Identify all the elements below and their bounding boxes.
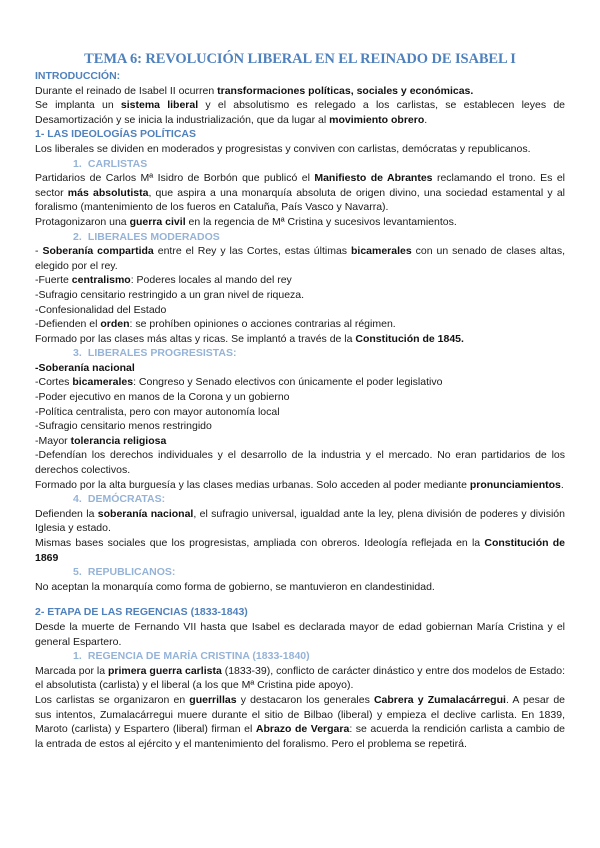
moderados-line-3: -Sufragio censitario restringido a un gran nivel de riqueza. [35,288,305,301]
moderados-line-5: -Defienden el orden: se prohíben opiniones o acciones contrarias al régimen. [35,318,396,331]
progresistas-line-5: -Sufragio censitario menos restringido [35,420,212,433]
carlistas-heading: 1. CARLISTAS [73,157,148,170]
progresistas-line-2: -Cortes bicamerales: Congreso y Senado electivos con únicamente el poder legislativo [35,376,443,389]
moderados-line-6: Formado por las clases más altas y ricas. Se implantó a través de la Constitución de 1845. [35,332,464,345]
regencia-heading: 1. REGENCIA DE MARÍA CRISTINA (1833-1840) [73,650,310,663]
section-2-intro: Desde la muerte de Fernando VII hasta que Isabel es declarada mayor de edad gobiernan María Cristina y el general Espartero. [35,620,565,648]
progresistas-line-4: -Política centralista, pero con mayor autonomía local [35,405,280,418]
section-spacer [35,594,565,605]
democratas-paragraph-1: Defienden la soberanía nacional, el sufragio universal, igualdad ante la ley, plena división de poderes y división Iglesia y estado. [35,507,565,535]
moderados-line-2: -Fuerte centralismo: Poderes locales al mando del rey [35,274,292,287]
section-2-heading: 2- ETAPA DE LAS REGENCIAS (1833-1843) [35,606,248,619]
republicanos-heading: 5. REPUBLICANOS: [73,566,176,579]
moderados-line-4: -Confesionalidad del Estado [35,303,167,316]
intro-heading: INTRODUCCIÓN: [35,70,121,82]
intro-paragraph-1: Durante el reinado de Isabel II ocurren transformaciones políticas, sociales y económicas. [35,84,474,97]
progresistas-line-6: -Mayor tolerancia religiosa [35,434,167,447]
intro-paragraph-2: Se implanta un sistema liberal y el absolutismo es relegado a los carlistas, se establecen leyes de Desamortización y se inicia la industrialización, que da lugar al movimiento obrero. [35,99,565,126]
progresistas-line-3: -Poder ejecutivo en manos de la Corona y un gobierno [35,391,290,404]
moderados-heading: 2. LIBERALES MODERADOS [73,230,220,243]
section-1-heading: 1- LAS IDEOLOGÍAS POLÍTICAS [35,128,197,141]
carlistas-paragraph-1: Partidarios de Carlos Mª Isidro de Borbón que publicó el Manifiesto de Abrantes reclamando el trono. Es el sector más absolutista, que aspira a una monarquía absoluta de origen divino, una sociedad estamental y al foralismo (mantenimiento de los fueros en Cataluña, País Vasco y Navarra). [35,172,565,214]
progresistas-heading: 3. LIBERALES PROGRESISTAS: [73,347,237,360]
democratas-heading: 4. DEMÓCRATAS: [73,493,166,506]
progresistas-line-8: Formado por la alta burguesía y las clases medias urbanas. Solo acceden al poder mediante pronunciamientos. [35,478,564,491]
regencia-paragraph-2: Los carlistas se organizaron en guerrillas y destacaron los generales Cabrera y Zumalacárregui. A pesar de sus intentos, Zumalacárregui muere durante el sitio de Bilbao (liberal) y empieza el declive carlista. En 1839, Maroto (carlista) y Espartero (liberal) firman el Abrazo de Vergara: se acuerda la rendición carlista a cambio de la entrada de estos al ejército y el mantenimiento del foralismo. Pero el problema se repetirá. [35,693,566,750]
regencia-paragraph-1: Marcada por la primera guerra carlista (1833-39), conflicto de carácter dinástico y entre dos modelos de Estado: el absolutista (carlista) y el liberal (a los que Mª Cristina pide apoyo). [35,664,565,692]
progresistas-line-1: -Soberanía nacional [35,361,135,374]
document-page [35,50,565,751]
moderados-line-1: - Soberanía compartida entre el Rey y las Cortes, estas últimas bicamerales con un senado de clases altas, elegido por el rey. [35,245,565,272]
democratas-paragraph-2: Mismas bases sociales que los progresistas, ampliada con obreros. Ideología reflejada en la Constitución de 1869 [35,537,565,564]
section-1-intro: Los liberales se dividen en moderados y progresistas y conviven con carlistas, demócratas y republicanos. [35,142,531,155]
carlistas-paragraph-2: Protagonizaron una guerra civil en la regencia de Mª Cristina y sucesivos levantamientos. [35,215,457,228]
document-title: TEMA 6: REVOLUCIÓN LIBERAL EN EL REINADO DE ISABEL I [84,51,516,67]
republicanos-paragraph: No aceptan la monarquía como forma de gobierno, se mantuvieron en clandestinidad. [35,580,435,593]
progresistas-line-7: -Defendían los derechos individuales y el desarrollo de la industria y el mercado. No eran partidarios de los derechos colectivos. [35,449,565,477]
